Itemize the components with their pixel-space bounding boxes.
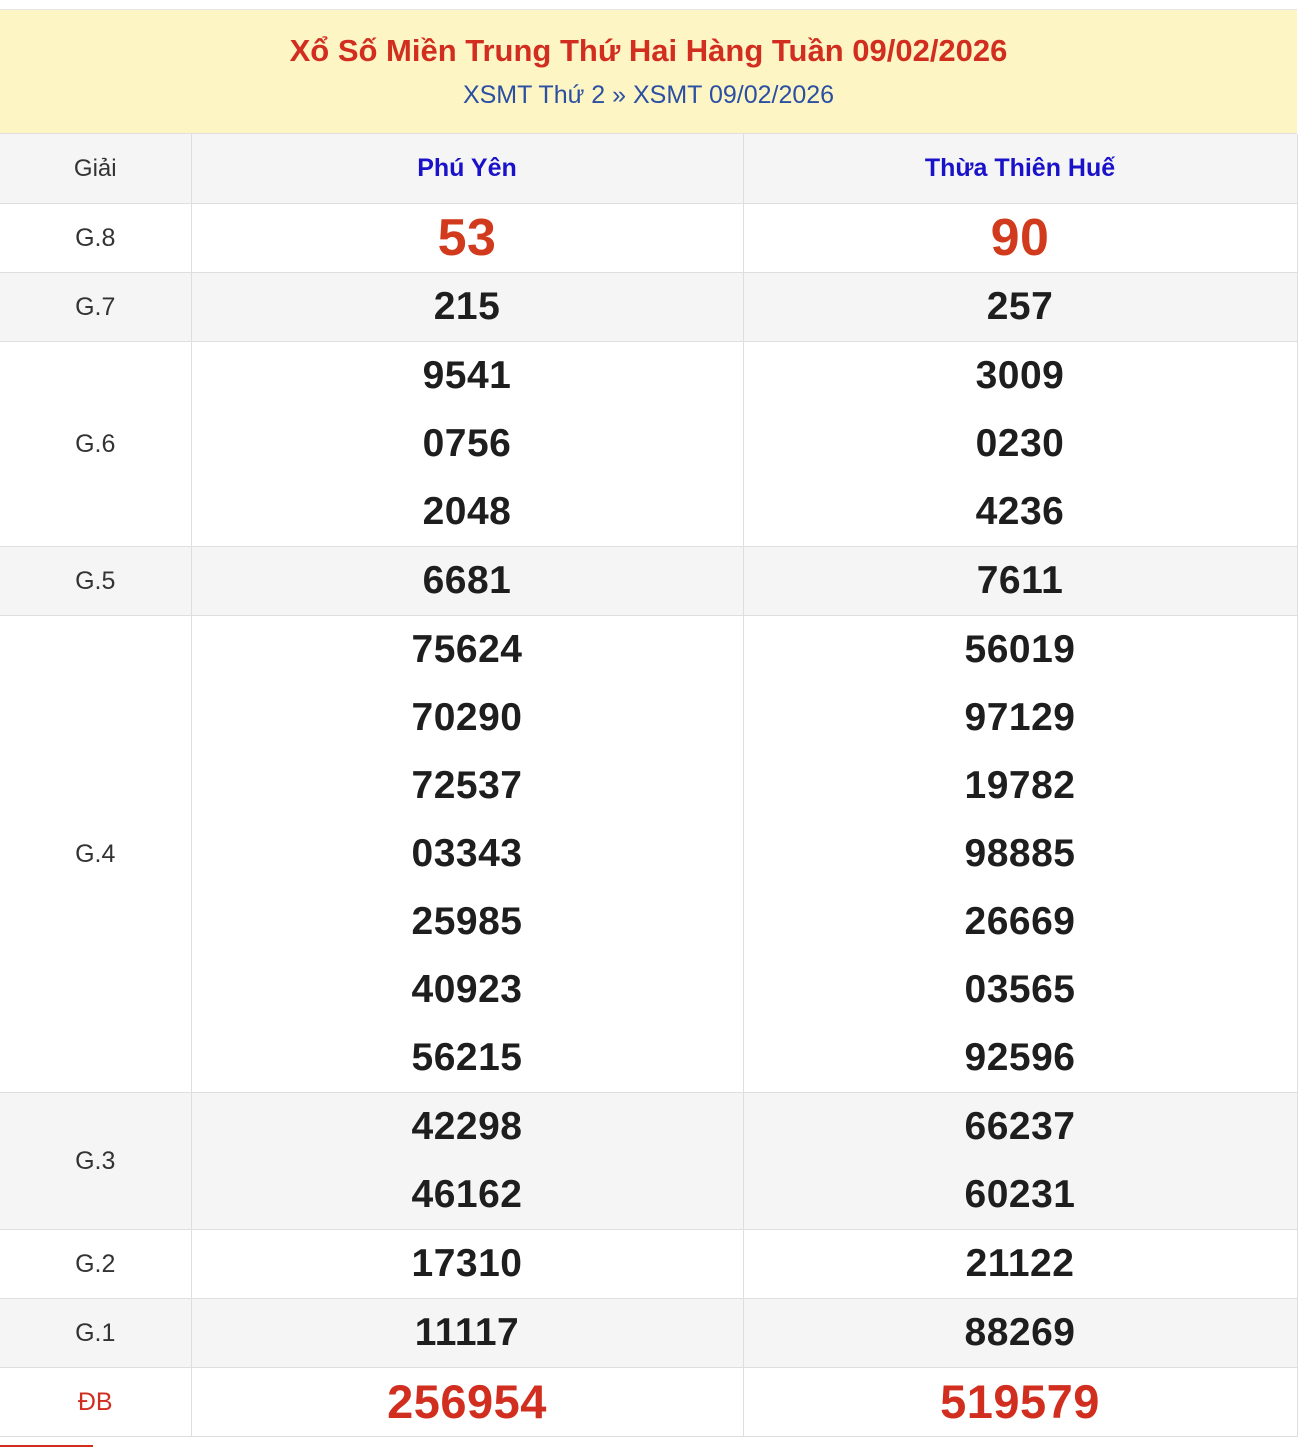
result-number: 53 — [437, 209, 497, 267]
result-number: 40923 — [411, 968, 523, 1011]
result-cell-thua-thien-hue — [743, 273, 1297, 342]
result-cell-thua-thien-hue — [743, 616, 1297, 1093]
result-cell-thua-thien-hue — [743, 1093, 1297, 1230]
result-cell-phu-yen — [191, 616, 743, 1093]
prize-label: G.8 — [0, 204, 191, 273]
result-cell-thua-thien-hue — [743, 204, 1297, 273]
result-number: 0230 — [975, 422, 1065, 465]
result-number: 90 — [990, 209, 1050, 267]
prize-label: G.5 — [0, 547, 191, 616]
breadcrumb-link-date[interactable]: XSMT 09/02/2026 — [633, 81, 835, 109]
prize-label: G.7 — [0, 273, 191, 342]
result-number: 75624 — [411, 628, 523, 671]
prize-column-header: Giải — [0, 134, 191, 204]
table-row — [0, 273, 1297, 342]
result-number: 60231 — [964, 1173, 1076, 1216]
table-row — [0, 616, 1297, 1093]
prize-label: G.1 — [0, 1299, 191, 1368]
prize-label: G.2 — [0, 1230, 191, 1299]
result-number: 46162 — [411, 1173, 523, 1216]
table-row — [0, 1299, 1297, 1368]
result-number: 70290 — [411, 696, 523, 739]
result-number: 98885 — [964, 832, 1076, 875]
table-row — [0, 204, 1297, 273]
result-number: 4236 — [975, 490, 1065, 533]
breadcrumb-link-day[interactable]: XSMT Thứ 2 — [462, 81, 606, 109]
result-cell-phu-yen — [191, 1230, 743, 1299]
breadcrumb-separator: » — [612, 81, 627, 109]
result-cell-thua-thien-hue — [743, 1299, 1297, 1368]
result-number: 9541 — [422, 354, 512, 397]
result-number: 72537 — [411, 764, 523, 807]
result-number: 26669 — [964, 900, 1076, 943]
result-number: 6681 — [422, 559, 512, 602]
page-title: Xổ Số Miền Trung Thứ Hai Hàng Tuần 09/02/2026 — [289, 33, 1008, 68]
result-number: 56215 — [411, 1036, 523, 1079]
table-row — [0, 547, 1297, 616]
result-cell-phu-yen — [191, 273, 743, 342]
result-number: 25985 — [411, 900, 523, 943]
result-number: 0756 — [422, 422, 512, 465]
result-cell-phu-yen — [191, 204, 743, 273]
result-number: 257 — [986, 285, 1054, 328]
result-number: 256954 — [387, 1375, 547, 1428]
prize-label: G.4 — [0, 616, 191, 1093]
table-row — [0, 342, 1297, 547]
result-cell-phu-yen — [191, 1299, 743, 1368]
prize-label: G.6 — [0, 342, 191, 547]
result-cell-thua-thien-hue — [743, 1230, 1297, 1299]
result-cell-phu-yen — [191, 1093, 743, 1230]
result-number: 66237 — [964, 1105, 1076, 1148]
table-row — [0, 1093, 1297, 1230]
result-cell-phu-yen — [191, 342, 743, 547]
province-header-thua-thien-hue[interactable]: Thừa Thiên Huế — [743, 134, 1297, 204]
result-number: 7611 — [976, 559, 1064, 602]
table-row — [0, 1368, 1297, 1437]
result-number: 3009 — [975, 354, 1065, 397]
table-header-row — [0, 134, 1297, 204]
result-number: 11117 — [414, 1311, 520, 1354]
province-header-phu-yen[interactable]: Phú Yên — [191, 134, 743, 204]
result-number: 03565 — [964, 968, 1076, 1011]
table-row — [0, 1230, 1297, 1299]
result-cell-thua-thien-hue — [743, 342, 1297, 547]
result-number: 215 — [433, 285, 501, 328]
result-number: 88269 — [964, 1311, 1076, 1354]
results-panel — [0, 9, 1297, 1437]
results-header — [0, 10, 1297, 134]
prize-label: ĐB — [0, 1368, 191, 1437]
result-number: 19782 — [964, 764, 1076, 807]
result-number: 21122 — [965, 1242, 1075, 1285]
result-cell-phu-yen — [191, 547, 743, 616]
result-number: 42298 — [411, 1105, 523, 1148]
result-number: 03343 — [411, 832, 523, 875]
result-number: 56019 — [964, 628, 1076, 671]
result-number: 2048 — [422, 490, 512, 533]
result-number: 92596 — [964, 1036, 1076, 1079]
result-number: 519579 — [940, 1375, 1100, 1428]
result-cell-thua-thien-hue — [743, 547, 1297, 616]
prize-label: G.3 — [0, 1093, 191, 1230]
result-cell-phu-yen — [191, 1368, 743, 1437]
results-table — [0, 134, 1298, 1437]
result-number: 17310 — [411, 1242, 523, 1285]
result-number: 97129 — [964, 696, 1076, 739]
breadcrumb — [0, 80, 1297, 110]
result-cell-thua-thien-hue — [743, 1368, 1297, 1437]
